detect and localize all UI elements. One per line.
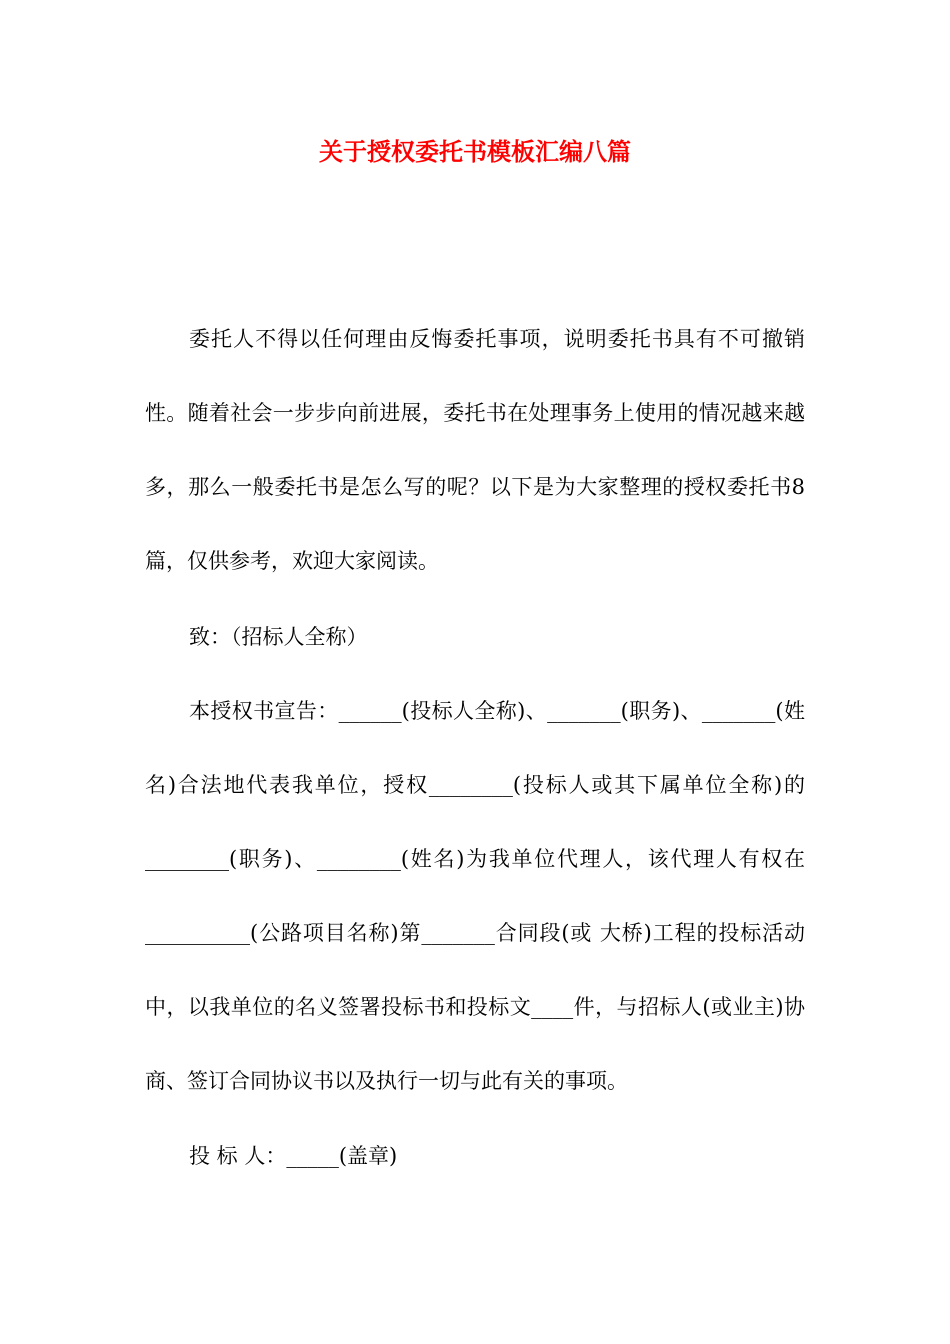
addressee-line: 致：（招标人全称） [189,625,368,649]
signature-line: 投 标 人：_____(盖章) [189,1144,398,1168]
document-title: 关于授权委托书模板汇编八篇 [319,137,631,166]
declaration-paragraph: 本授权书宣告：______(投标人全称)、_______(职务)、_______(姓名)合法地代表我单位，授权________(投标人或其下属单位全称)的________(职务)、________(姓名)为我单位代理人，该代理人有权在__________(公路项目名称)第_______合同段(或 大桥)工程的投标活动中，以我单位的名义签署投标书和投标文____件，与招标人(或业主)协商、签订合同协议书以及执行一切与此有关的事项。 [145,699,805,1093]
intro-paragraph: 委托人不得以任何理由反悔委托事项，说明委托书具有不可撤销性。随着社会一步步向前进展，委托书在处理事务上使用的情况越来越多，那么一般委托书是怎么写的呢？以下是为大家整理的授权委托书8篇，仅供参考，欢迎大家阅读。 [145,327,805,573]
